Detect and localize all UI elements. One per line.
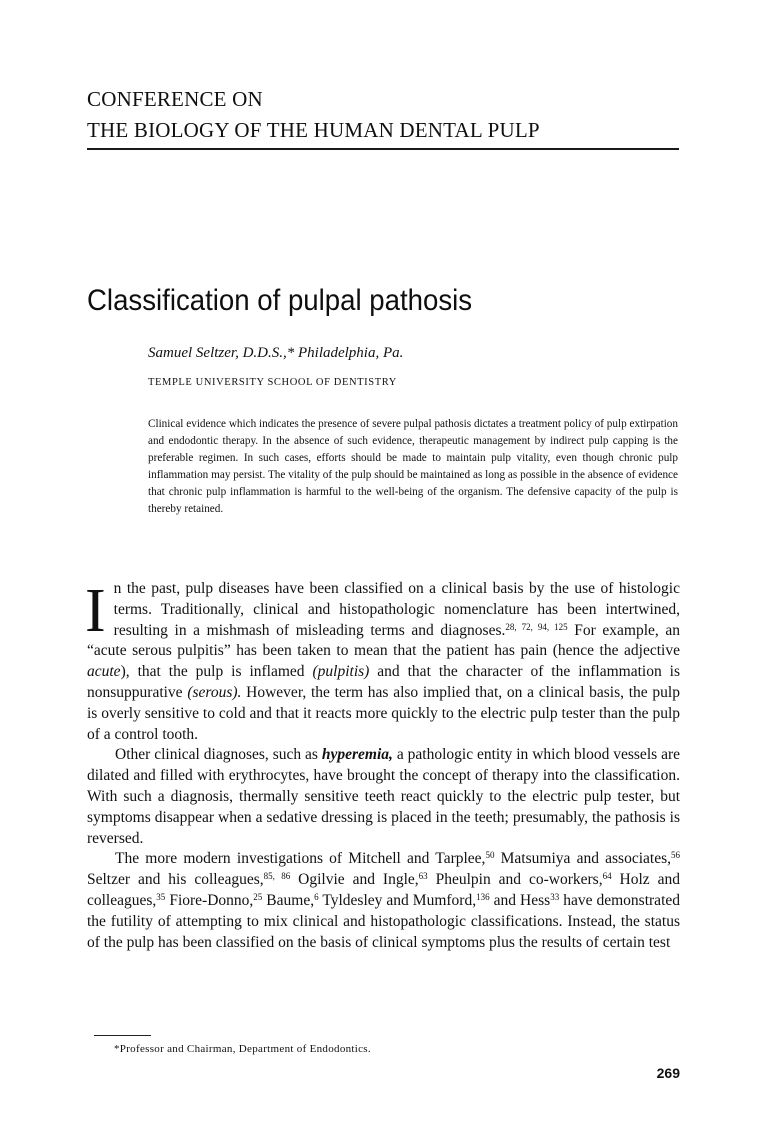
emphasis: acute	[87, 663, 121, 681]
emphasis: (serous).	[187, 683, 242, 701]
footnote: *Professor and Chairman, Department of Endodontics.	[114, 1043, 371, 1055]
citation: 136	[476, 891, 490, 902]
conference-line-2: THE BIOLOGY OF THE HUMAN DENTAL PULP	[87, 118, 540, 142]
citation: 64	[602, 871, 612, 882]
text: and Hess	[489, 891, 551, 909]
drop-cap: I	[85, 577, 106, 645]
text: Pheulpin and co-workers,	[427, 871, 603, 889]
text: Fiore-Donno,	[165, 891, 254, 909]
citation: 63	[418, 871, 428, 882]
citation: 50	[485, 850, 495, 861]
citation: 35	[156, 891, 166, 902]
text: ), that the pulp is inflamed	[120, 663, 313, 681]
text: Tyldesley and Mumford,	[318, 891, 477, 909]
citation: 56	[671, 850, 681, 861]
page-number: 269	[656, 1065, 680, 1081]
text: For example, an “acute serous pulpitis” has been taken to mean that the patient has pain (hence the adjective	[87, 621, 680, 660]
footnote-rule	[94, 1035, 151, 1036]
citation: 6	[314, 891, 319, 902]
text: and that the character of the inflammation is nonsuppurative	[87, 663, 680, 701]
text: However, the term has also implied that, on a clinical basis, the pulp is overly sensitive to cold and that it reacts more quickly to the electric pulp tester than the pulp of a control tooth.	[87, 683, 680, 743]
paragraph-3	[87, 849, 680, 953]
paragraph-2	[87, 745, 680, 849]
paragraph-1	[87, 579, 680, 745]
article-title: Classification of pulpal pathosis	[87, 284, 473, 317]
conference-line-1: CONFERENCE ON	[87, 87, 263, 111]
emphasis: hyperemia,	[321, 746, 393, 764]
citation: 25	[253, 891, 263, 902]
text: Baume,	[262, 891, 315, 909]
emphasis: (pulpitis)	[312, 663, 370, 681]
abstract: Clinical evidence which indicates the presence of severe pulpal pathosis dictates a treatment policy of pulp extirpation and endodontic therapy. In the absence of such evidence, therapeutic management by indirect pulp capping is the preferable regimen. In such cases, efforts should be made to maintain pulp vitality, even though chronic pulp inflammation may persist. The vitality of the pulp should be maintained as long as possible in the absence of evidence that chronic pulp inflammation is harmful to the well-being of the organism. The defensive capacity of the pulp is thereby retained.	[148, 418, 678, 515]
text: Seltzer and his colleagues,	[87, 871, 264, 889]
citation: 33	[550, 891, 560, 902]
journal-header	[87, 84, 679, 146]
text: Matsumiya and associates,	[494, 850, 672, 868]
article-body	[87, 579, 680, 953]
header-rule	[87, 148, 679, 150]
text: n the past, pulp diseases have been classified on a clinical basis by the use of histologic terms. Traditionally, clinical and histopathologic nomenclature has been intertwined, resulting in a mishmash of misleading terms and diagnoses.	[113, 580, 680, 639]
author-line: Samuel Seltzer, D.D.S.,* Philadelphia, Pa.	[148, 345, 404, 361]
text: a pathologic entity in which blood vessels are dilated and filled with erythrocytes, have brought the concept of therapy into the classification. With such a diagnosis, thermally sensitive teeth react quickly to the electric pulp tester, but symptoms disappear when a sedative dressing is placed in the teeth; presumably, the pathosis is reversed.	[87, 746, 681, 847]
text: Ogilvie and Ingle,	[290, 871, 419, 889]
text: Other clinical diagnoses, such as	[115, 746, 322, 764]
text: have demonstrated the futility of attempting to mix clinical and histopathologic classifications. Instead, the status of the pulp has been classified on the basis of clinical symptoms plus the results of certain test	[87, 891, 681, 951]
citation: 28, 72, 94, 125	[505, 621, 568, 632]
affiliation: TEMPLE UNIVERSITY SCHOOL OF DENTISTRY	[148, 377, 397, 388]
text: The more modern investigations of Mitchell and Tarplee,	[115, 850, 486, 868]
citation: 85, 86	[263, 871, 291, 882]
text: Holz and colleagues,	[87, 871, 680, 909]
